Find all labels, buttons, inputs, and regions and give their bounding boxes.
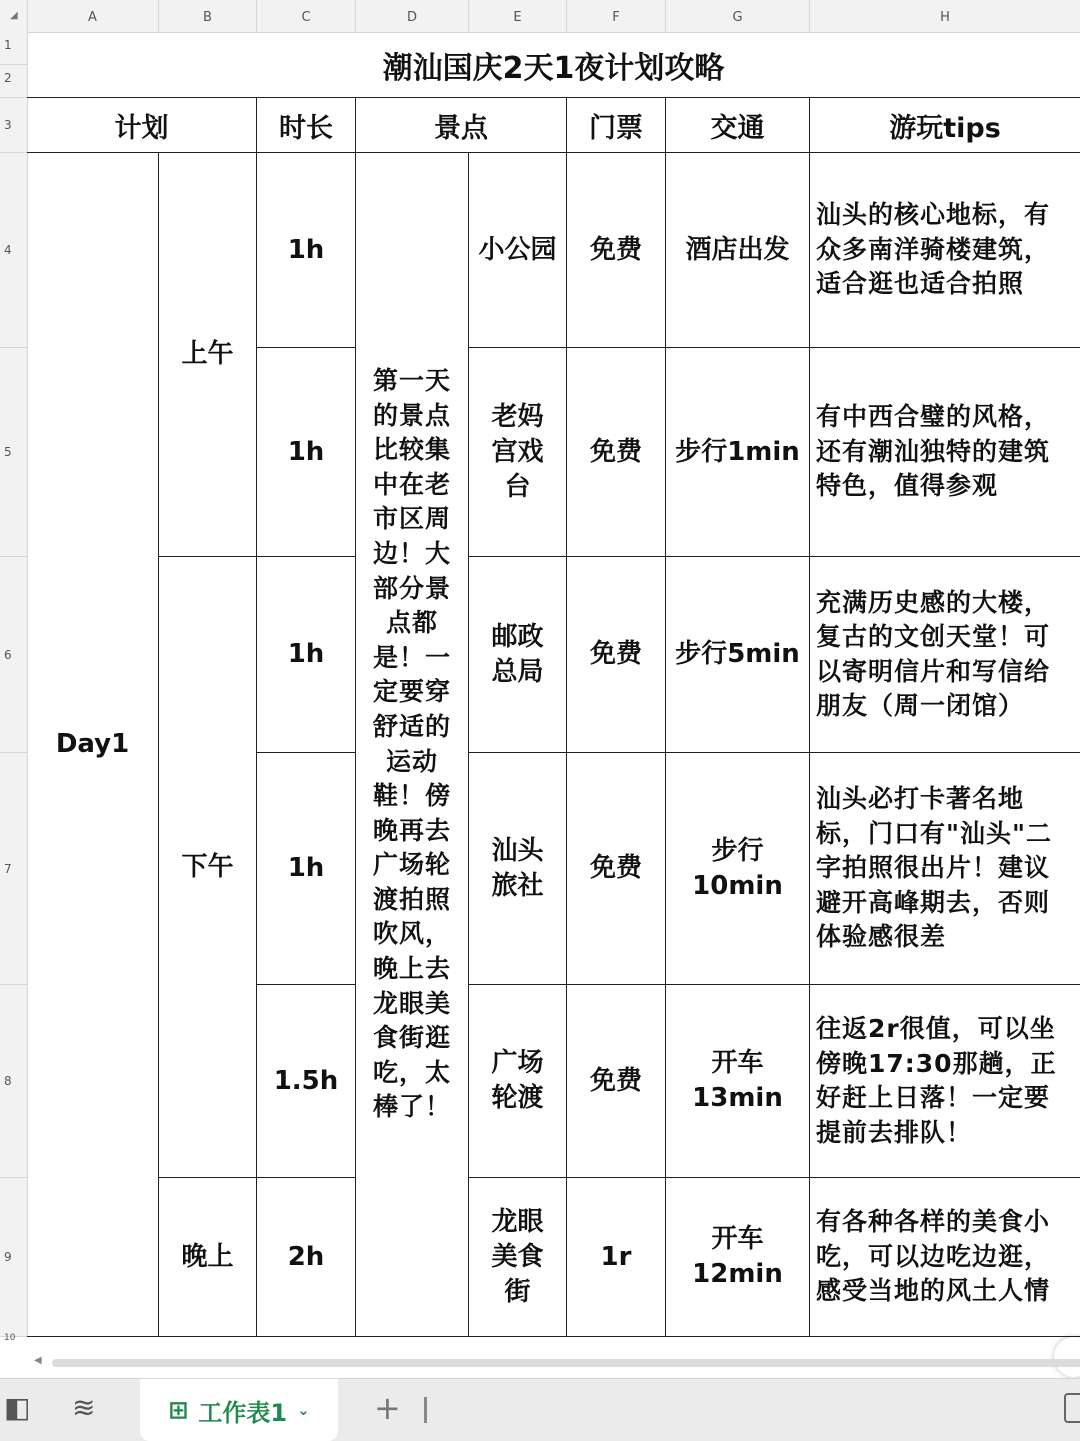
header-duration[interactable]: 时长 xyxy=(257,98,356,153)
spot-cell[interactable]: 小公园 xyxy=(469,153,567,348)
spot-cell[interactable]: 老妈宫戏台 xyxy=(469,348,567,557)
sheet-tab-bar xyxy=(0,1378,1080,1441)
column-header-c[interactable]: C xyxy=(257,0,356,32)
row-number-4[interactable]: 4 xyxy=(0,153,27,348)
header-transport[interactable]: 交通 xyxy=(666,98,810,153)
spreadsheet-grid xyxy=(27,32,1080,1337)
header-plan[interactable]: 计划 xyxy=(27,98,257,153)
spot-cell[interactable]: 广场轮渡 xyxy=(469,985,567,1178)
sheet-title-cell[interactable]: 潮汕国庆2天1夜计划攻略 xyxy=(27,32,1080,98)
day-description-cell[interactable]: 第一天的景点比较集中在老市区周边！大部分景点都是！一定要穿舒适的运动鞋！傍晚再去广场轮渡拍照吹风，晚上去龙眼美食街逛吃，太棒了！ xyxy=(356,153,469,1337)
row-number-8[interactable]: 8 xyxy=(0,985,27,1178)
header-ticket[interactable]: 门票 xyxy=(567,98,666,153)
row-number-2[interactable]: 2 xyxy=(0,65,27,98)
duration-cell[interactable]: 1h xyxy=(257,348,356,557)
duration-cell[interactable]: 1.5h xyxy=(257,985,356,1178)
spot-cell[interactable]: 邮政总局 xyxy=(469,557,567,753)
sheet-tab-label: 工作表1 xyxy=(198,1398,288,1427)
column-header-g[interactable]: G xyxy=(666,0,810,32)
period-morning-cell[interactable]: 上午 xyxy=(159,153,257,557)
column-header-h[interactable]: H xyxy=(940,10,950,25)
transport-cell[interactable]: 酒店出发 xyxy=(666,153,810,348)
transport-cell[interactable]: 步行5min xyxy=(666,557,810,753)
transport-cell[interactable]: 开车12min xyxy=(666,1178,810,1337)
tips-cell[interactable]: 汕头必打卡著名地标，门口有"汕头"二字拍照很出片！建议避开高峰期去，否则体验感很差 xyxy=(810,753,1080,985)
row-number-10[interactable]: 10 xyxy=(4,1333,16,1343)
row-number-3[interactable]: 3 xyxy=(0,98,27,153)
tips-cell[interactable]: 汕头的核心地标，有众多南洋骑楼建筑，适合逛也适合拍照 xyxy=(810,153,1080,348)
chevron-down-icon[interactable]: ⌄ xyxy=(297,1401,310,1419)
table-icon: ⊞ xyxy=(168,1396,189,1424)
ticket-cell[interactable]: 免费 xyxy=(567,557,666,753)
row-number-6[interactable]: 6 xyxy=(0,557,27,753)
duration-cell[interactable]: 1h xyxy=(257,153,356,348)
row-number-9[interactable]: 9 xyxy=(0,1178,27,1337)
header-spot[interactable]: 景点 xyxy=(356,98,567,153)
spot-cell[interactable]: 汕头旅社 xyxy=(469,753,567,985)
horizontal-scrollbar[interactable] xyxy=(28,1352,1080,1374)
transport-cell[interactable]: 开车13min xyxy=(666,985,810,1178)
column-header-b[interactable]: B xyxy=(159,0,257,32)
column-header-e[interactable]: E xyxy=(469,0,567,32)
sidebar-toggle-icon[interactable]: ◧ xyxy=(4,1391,31,1424)
transport-cell[interactable]: 步行1min xyxy=(666,348,810,557)
period-afternoon-cell[interactable]: 下午 xyxy=(159,557,257,1178)
row-number-1[interactable]: 1 xyxy=(0,32,27,65)
row-number-5[interactable]: 5 xyxy=(0,348,27,557)
period-evening-cell[interactable]: 晚上 xyxy=(159,1178,257,1337)
column-header-d[interactable]: D xyxy=(356,0,469,32)
spot-cell[interactable]: 龙眼美食街 xyxy=(469,1178,567,1337)
tab-divider xyxy=(424,1397,427,1423)
side-panel-icon[interactable] xyxy=(1064,1393,1080,1423)
transport-cell[interactable]: 步行10min xyxy=(666,753,810,985)
duration-cell[interactable]: 1h xyxy=(257,557,356,753)
tips-cell[interactable]: 充满历史感的大楼，复古的文创天堂！可以寄明信片和写信给朋友（周一闭馆） xyxy=(810,557,1080,753)
ticket-cell[interactable]: 1r xyxy=(567,1178,666,1337)
plus-icon[interactable]: + xyxy=(374,1389,401,1427)
layers-icon[interactable]: ≋ xyxy=(72,1391,96,1424)
select-all-corner[interactable]: ◢ xyxy=(0,0,28,32)
column-header-bar xyxy=(0,0,1080,33)
scrollbar-thumb[interactable] xyxy=(52,1359,1080,1367)
ticket-cell[interactable]: 免费 xyxy=(567,985,666,1178)
tips-cell[interactable]: 往返2r很值，可以坐傍晚17:30那趟，正好赶上日落！一定要提前去排队！ xyxy=(810,985,1080,1178)
ticket-cell[interactable]: 免费 xyxy=(567,753,666,985)
column-header-f[interactable]: F xyxy=(567,0,666,32)
row-number-7[interactable]: 7 xyxy=(0,753,27,985)
tips-cell[interactable]: 有各种各样的美食小吃，可以边吃边逛，感受当地的风土人情 xyxy=(810,1178,1080,1337)
duration-cell[interactable]: 1h xyxy=(257,753,356,985)
duration-cell[interactable]: 2h xyxy=(257,1178,356,1337)
day-cell[interactable]: Day1 xyxy=(27,153,159,1337)
ticket-cell[interactable]: 免费 xyxy=(567,153,666,348)
column-header-a[interactable]: A xyxy=(27,0,159,32)
ticket-cell[interactable]: 免费 xyxy=(567,348,666,557)
row-header-bar xyxy=(0,32,28,1343)
tips-cell[interactable]: 有中西合璧的风格，还有潮汕独特的建筑特色，值得参观 xyxy=(810,348,1080,557)
sheet-tab-active[interactable] xyxy=(140,1379,338,1441)
scroll-left-icon[interactable]: ◀ xyxy=(34,1355,42,1366)
header-tips[interactable]: 游玩tips xyxy=(810,98,1080,153)
